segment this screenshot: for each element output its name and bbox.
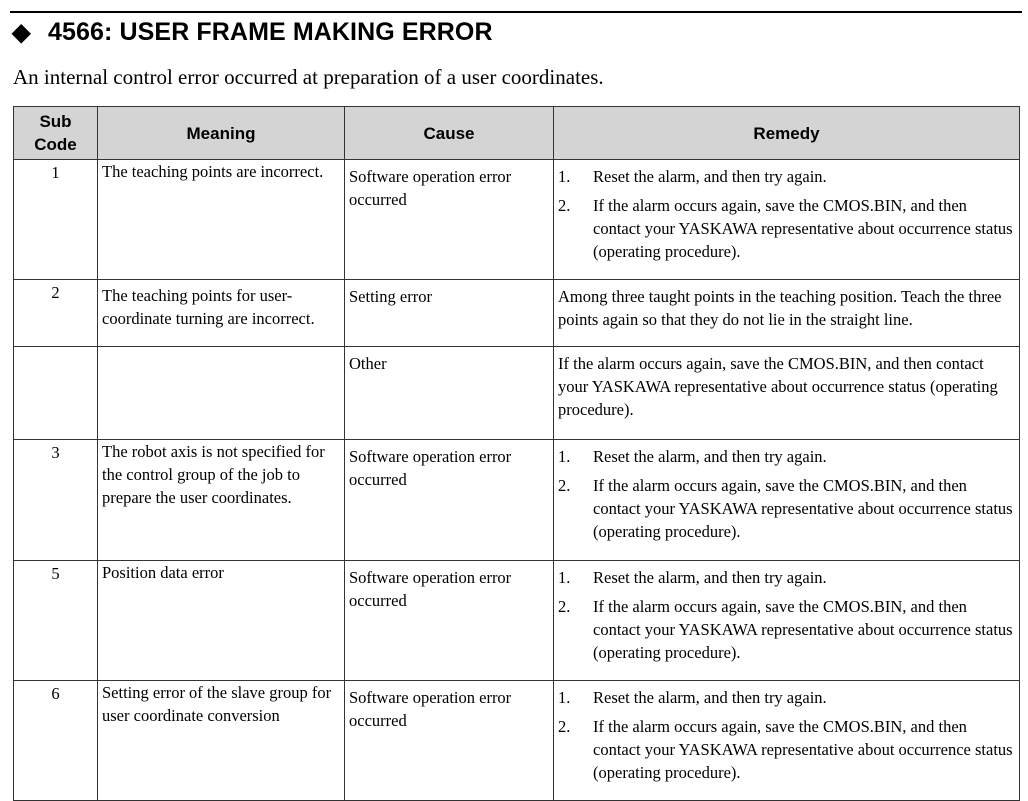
remedy-cell	[554, 440, 1020, 561]
meaning-cell: The robot axis is not specified for the control group of the job to prepare the user coordinates.	[98, 440, 345, 561]
remedy-cell: If the alarm occurs again, save the CMOS.BIN, and then contact your YASKAWA representative about occurrence status (operating procedure).	[554, 347, 1020, 440]
step-text: Reset the alarm, and then try again.	[593, 447, 827, 466]
step-text: Reset the alarm, and then try again.	[593, 568, 827, 587]
step-number: 2.	[558, 597, 571, 616]
cause-cell: Other	[345, 347, 554, 440]
remedy-step	[558, 445, 1013, 468]
top-rule	[10, 11, 1022, 13]
step-number: 1.	[558, 688, 571, 707]
cause-cell: Software operation error occurred	[345, 561, 554, 681]
header-cause: Cause	[345, 107, 554, 160]
sub-code-cell: 1	[14, 160, 98, 280]
table-row	[14, 280, 1020, 347]
alarm-table	[13, 106, 1020, 801]
table-row	[14, 681, 1020, 801]
step-number: 2.	[558, 196, 571, 215]
step-number: 2.	[558, 476, 571, 495]
meaning-cell: Position data error	[98, 561, 345, 681]
step-text: If the alarm occurs again, save the CMOS.BIN, and then contact your YASKAWA representative about occurrence status (operating procedure).	[593, 717, 1013, 782]
table-row	[14, 440, 1020, 561]
sub-code-cell: 5	[14, 561, 98, 681]
cause-cell: Software operation error occurred	[345, 160, 554, 280]
remedy-step	[558, 194, 1013, 263]
meaning-cell: The teaching points are incorrect.	[98, 160, 345, 280]
step-number: 1.	[558, 167, 571, 186]
step-number: 1.	[558, 568, 571, 587]
table-header-row	[14, 107, 1020, 160]
sub-code-cell	[14, 347, 98, 440]
step-text: If the alarm occurs again, save the CMOS.BIN, and then contact your YASKAWA representative about occurrence status (operating procedure).	[593, 196, 1013, 261]
header-sub-code-line2: Code	[34, 135, 77, 154]
sub-code-cell: 2	[14, 280, 98, 347]
cause-cell: Software operation error occurred	[345, 681, 554, 801]
step-text: Reset the alarm, and then try again.	[593, 688, 827, 707]
cause-cell: Software operation error occurred	[345, 440, 554, 561]
header-remedy: Remedy	[554, 107, 1020, 160]
step-text: Reset the alarm, and then try again.	[593, 167, 827, 186]
remedy-cell	[554, 160, 1020, 280]
table-row	[14, 160, 1020, 280]
remedy-steps	[558, 445, 1013, 543]
table-row	[14, 561, 1020, 681]
step-number: 2.	[558, 717, 571, 736]
alarm-title-text: 4566: USER FRAME MAKING ERROR	[48, 18, 493, 46]
meaning-cell: The teaching points for user-coordinate turning are incorrect.	[98, 280, 345, 347]
remedy-step	[558, 474, 1013, 543]
header-sub-code	[14, 107, 98, 160]
sub-code-cell: 6	[14, 681, 98, 801]
alarm-description: An internal control error occurred at preparation of a user coordinates.	[13, 65, 604, 89]
remedy-step	[558, 686, 1013, 709]
diamond-bullet-icon: ◆	[12, 19, 31, 46]
remedy-step	[558, 595, 1013, 664]
sub-code-cell: 3	[14, 440, 98, 561]
table-row	[14, 347, 1020, 440]
remedy-cell: Among three taught points in the teaching position. Teach the three points again so that they do not lie in the straight line.	[554, 280, 1020, 347]
remedy-cell	[554, 561, 1020, 681]
alarm-title	[12, 18, 493, 47]
header-sub-code-line1: Sub	[39, 112, 72, 131]
step-text: If the alarm occurs again, save the CMOS.BIN, and then contact your YASKAWA representative about occurrence status (operating procedure).	[593, 476, 1013, 541]
step-number: 1.	[558, 447, 571, 466]
remedy-cell	[554, 681, 1020, 801]
cause-cell: Setting error	[345, 280, 554, 347]
remedy-steps	[558, 165, 1013, 263]
remedy-step	[558, 715, 1013, 784]
header-meaning: Meaning	[98, 107, 345, 160]
remedy-step	[558, 566, 1013, 589]
step-text: If the alarm occurs again, save the CMOS.BIN, and then contact your YASKAWA representative about occurrence status (operating procedure).	[593, 597, 1013, 662]
remedy-steps	[558, 566, 1013, 664]
meaning-cell: Setting error of the slave group for user coordinate conversion	[98, 681, 345, 801]
remedy-steps	[558, 686, 1013, 784]
meaning-cell	[98, 347, 345, 440]
remedy-step	[558, 165, 1013, 188]
